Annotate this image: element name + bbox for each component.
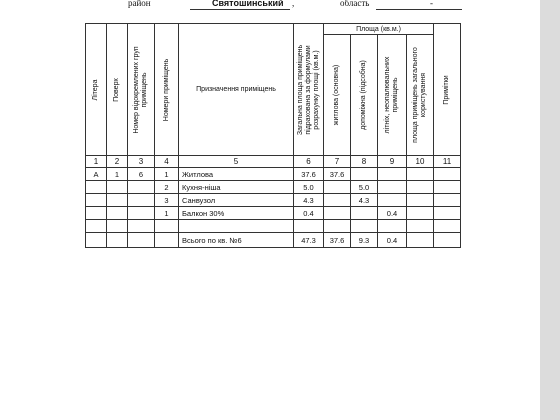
table-cell (86, 233, 107, 248)
table-cell (378, 194, 407, 207)
table-cell (434, 194, 461, 207)
table-cell (86, 194, 107, 207)
table-cell: 2 (155, 181, 179, 194)
table-cell (86, 207, 107, 220)
table-cell: Балкон 30% (179, 207, 294, 220)
col-number: 3 (128, 156, 155, 168)
table-cell (128, 233, 155, 248)
table-cell (378, 220, 407, 233)
col-header: Призначення приміщень (179, 24, 294, 156)
table-cell: 37.6 (294, 168, 324, 181)
table-cell (351, 220, 378, 233)
table-cell (378, 181, 407, 194)
table-row (86, 207, 461, 220)
table-cell: А (86, 168, 107, 181)
table-cell: 5.0 (294, 181, 324, 194)
oblast-label: область (340, 0, 370, 8)
table-cell (107, 233, 128, 248)
col-number: 4 (155, 156, 179, 168)
table-cell (351, 168, 378, 181)
col-header: Номери приміщень (155, 24, 179, 156)
table-cell: Кухня-ніша (179, 181, 294, 194)
col-header: допоміжна (підсобна) (351, 35, 378, 156)
table-cell: 4.3 (351, 194, 378, 207)
table-cell (128, 181, 155, 194)
scroll-margin (540, 0, 560, 420)
column-numbers-row (86, 156, 461, 168)
table-cell (407, 207, 434, 220)
col-header: Загальна площа приміщень підрахована за формулами розрахунку площі (кв.м.) (294, 24, 324, 156)
table-cell: 3 (155, 194, 179, 207)
area-group-header: Площа (кв.м.) (324, 24, 434, 35)
col-number: 6 (294, 156, 324, 168)
table-cell (107, 181, 128, 194)
table-cell: 0.4 (378, 207, 407, 220)
table-cell (107, 220, 128, 233)
table-cell: 0.4 (294, 207, 324, 220)
col-number: 1 (86, 156, 107, 168)
table-cell: 6 (128, 168, 155, 181)
table-cell (324, 194, 351, 207)
table-cell (155, 233, 179, 248)
col-number: 5 (179, 156, 294, 168)
table-cell (86, 181, 107, 194)
table-cell: 37.6 (324, 168, 351, 181)
table-cell (407, 194, 434, 207)
table-cell (324, 181, 351, 194)
col-header: житлова (основна) (324, 35, 351, 156)
table-cell: 1 (107, 168, 128, 181)
col-header: Поверх (107, 24, 128, 156)
table-cell: 1 (155, 207, 179, 220)
col-number: 8 (351, 156, 378, 168)
table-cell (86, 220, 107, 233)
col-header: Примітки (434, 24, 461, 156)
table-cell: Житлова (179, 168, 294, 181)
col-header: Номер відокремлених груп приміщень (128, 24, 155, 156)
col-header: літніх, неопалювальних приміщень (378, 35, 407, 156)
table-cell (407, 168, 434, 181)
table-cell (434, 233, 461, 248)
oblast-value: - (430, 0, 433, 8)
col-header: площа приміщень загального користування (407, 35, 434, 156)
table-cell (128, 220, 155, 233)
table-cell: 1 (155, 168, 179, 181)
table-row (86, 168, 461, 181)
table-cell (407, 220, 434, 233)
table-cell (378, 168, 407, 181)
table-cell (107, 194, 128, 207)
table-cell (407, 233, 434, 248)
table-cell (128, 194, 155, 207)
table-row (86, 220, 461, 233)
table-cell (434, 220, 461, 233)
col-header: Літера (86, 24, 107, 156)
table-cell (294, 220, 324, 233)
table-cell (407, 181, 434, 194)
table-cell (351, 207, 378, 220)
table-cell: 0.4 (378, 233, 407, 248)
table-cell (179, 220, 294, 233)
table-cell (324, 207, 351, 220)
rooms-table (85, 23, 461, 248)
table-cell (128, 207, 155, 220)
table-cell (434, 181, 461, 194)
table-cell: 9.3 (351, 233, 378, 248)
table-cell: 37.6 (324, 233, 351, 248)
col-number: 9 (378, 156, 407, 168)
document-header: район Святошинський , область - (0, 0, 540, 12)
district-underline (190, 9, 290, 10)
col-number: 11 (434, 156, 461, 168)
table-cell: 4.3 (294, 194, 324, 207)
table-cell: 47.3 (294, 233, 324, 248)
table-row (86, 181, 461, 194)
table-row (86, 194, 461, 207)
table-cell (107, 207, 128, 220)
table-cell (434, 207, 461, 220)
col-number: 7 (324, 156, 351, 168)
table-header-row-1 (86, 24, 461, 35)
oblast-underline (376, 9, 462, 10)
table-cell (324, 220, 351, 233)
col-number: 10 (407, 156, 434, 168)
table-cell: 5.0 (351, 181, 378, 194)
col-number: 2 (107, 156, 128, 168)
table-cell (155, 220, 179, 233)
total-row (86, 233, 461, 248)
table-cell: Санвузол (179, 194, 294, 207)
table-cell: Всього по кв. №6 (179, 233, 294, 248)
table-cell (434, 168, 461, 181)
district-value: Святошинський (212, 0, 284, 8)
district-label: район (128, 0, 151, 8)
